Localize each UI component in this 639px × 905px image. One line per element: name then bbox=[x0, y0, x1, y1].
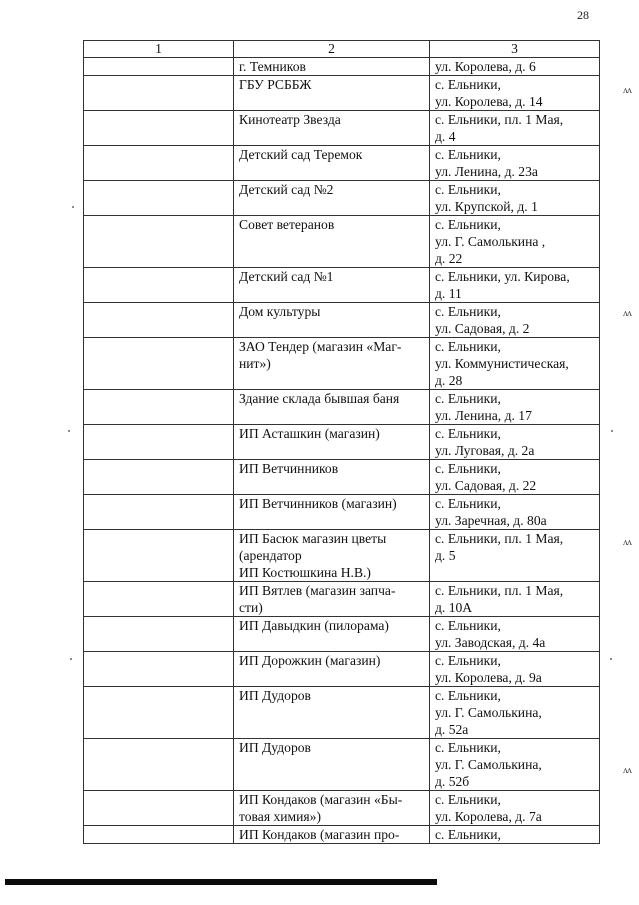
section-cell bbox=[84, 687, 234, 739]
organization-name: ИП Дорожкин (магазин) bbox=[234, 652, 430, 687]
table-row bbox=[84, 146, 600, 181]
section-cell bbox=[84, 530, 234, 582]
organization-address: с. Ельники, ул. Крупской, д. 1 bbox=[430, 181, 600, 216]
organization-address: с. Ельники, ул. Коммунистическая, д. 28 bbox=[430, 338, 600, 390]
organization-address: с. Ельники, ул. Луговая, д. 2а bbox=[430, 425, 600, 460]
organization-name: Детский сад №2 bbox=[234, 181, 430, 216]
organization-address: с. Ельники, ул. Кирова, д. 11 bbox=[430, 268, 600, 303]
organization-name: ИП Кондаков (магазин про- bbox=[234, 826, 430, 844]
table-row bbox=[84, 390, 600, 425]
organization-name: Совет ветеранов bbox=[234, 216, 430, 268]
table-row bbox=[84, 617, 600, 652]
organization-name: ИП Давыдкин (пилорама) bbox=[234, 617, 430, 652]
section-cell bbox=[84, 76, 234, 111]
organization-address: с. Ельники, ул. Г. Самолькина, д. 52а bbox=[430, 687, 600, 739]
organization-name: Детский сад Теремок bbox=[234, 146, 430, 181]
organization-name: Дом культуры bbox=[234, 303, 430, 338]
page-number: 28 bbox=[577, 8, 589, 22]
section-cell bbox=[84, 268, 234, 303]
table-row bbox=[84, 76, 600, 111]
margin-mark: ʌᴧ bbox=[623, 308, 631, 319]
section-cell bbox=[84, 338, 234, 390]
organization-name: ИП Ветчинников (магазин) bbox=[234, 495, 430, 530]
table-row bbox=[84, 582, 600, 617]
organization-name: ИП Дудоров bbox=[234, 687, 430, 739]
organization-address: с. Ельники, ул. Садовая, д. 2 bbox=[430, 303, 600, 338]
section-cell bbox=[84, 460, 234, 495]
organizations-table bbox=[83, 40, 600, 844]
table-row bbox=[84, 652, 600, 687]
organization-name: ГБУ РСББЖ bbox=[234, 76, 430, 111]
column-header: 2 bbox=[234, 41, 430, 58]
table-row bbox=[84, 739, 600, 791]
section-cell bbox=[84, 181, 234, 216]
table-row bbox=[84, 338, 600, 390]
organization-address: с. Ельники, ул. Ленина, д. 17 bbox=[430, 390, 600, 425]
section-cell bbox=[84, 425, 234, 460]
table-row bbox=[84, 181, 600, 216]
scan-speck bbox=[68, 430, 70, 432]
organization-name: ИП Кондаков (магазин «Бы- товая химия») bbox=[234, 791, 430, 826]
table-row bbox=[84, 791, 600, 826]
table-row bbox=[84, 687, 600, 739]
organization-name: г. Темников bbox=[234, 58, 430, 76]
table-row bbox=[84, 58, 600, 76]
table-row bbox=[84, 303, 600, 338]
margin-mark: ʌᴧ bbox=[623, 765, 631, 776]
organization-name: Здание склада бывшая баня bbox=[234, 390, 430, 425]
table-row bbox=[84, 425, 600, 460]
organization-address: с. Ельники, ул. Садовая, д. 22 bbox=[430, 460, 600, 495]
scan-speck bbox=[611, 430, 613, 432]
organization-name: ЗАО Тендер (магазин «Маг- нит») bbox=[234, 338, 430, 390]
organization-address: с. Ельники, пл. 1 Мая, д. 5 bbox=[430, 530, 600, 582]
table-row bbox=[84, 495, 600, 530]
organization-address: ул. Королева, д. 6 bbox=[430, 58, 600, 76]
section-cell bbox=[84, 58, 234, 76]
organization-name: Кинотеатр Звезда bbox=[234, 111, 430, 146]
organization-address: с. Ельники, пл. 1 Мая, д. 4 bbox=[430, 111, 600, 146]
table-row bbox=[84, 216, 600, 268]
section-cell bbox=[84, 652, 234, 687]
section-cell bbox=[84, 216, 234, 268]
organization-name: ИП Асташкин (магазин) bbox=[234, 425, 430, 460]
scan-speck bbox=[70, 658, 72, 660]
column-header: 1 bbox=[84, 41, 234, 58]
table-header-row bbox=[84, 41, 600, 58]
section-cell bbox=[84, 582, 234, 617]
section-cell bbox=[84, 791, 234, 826]
section-cell bbox=[84, 617, 234, 652]
scan-edge-bar bbox=[5, 879, 437, 885]
table-row bbox=[84, 268, 600, 303]
organization-address: с. Ельники, ул. Ленина, д. 23а bbox=[430, 146, 600, 181]
organization-name: ИП Ветчинников bbox=[234, 460, 430, 495]
table-row bbox=[84, 111, 600, 146]
scan-speck bbox=[72, 206, 74, 208]
margin-mark: ʌᴧ bbox=[623, 85, 631, 96]
table-row bbox=[84, 460, 600, 495]
section-cell bbox=[84, 826, 234, 844]
organization-address: с. Ельники, bbox=[430, 826, 600, 844]
organization-name: ИП Вятлев (магазин запча- сти) bbox=[234, 582, 430, 617]
organization-address: с. Ельники, ул. Заречная, д. 80а bbox=[430, 495, 600, 530]
organization-address: с. Ельники, ул. Королева, д. 14 bbox=[430, 76, 600, 111]
section-cell bbox=[84, 303, 234, 338]
scan-speck bbox=[610, 658, 612, 660]
organization-address: с. Ельники, ул. Королева, д. 7а bbox=[430, 791, 600, 826]
section-cell bbox=[84, 111, 234, 146]
organization-name: ИП Дудоров bbox=[234, 739, 430, 791]
organization-name: Детский сад №1 bbox=[234, 268, 430, 303]
section-cell bbox=[84, 146, 234, 181]
organization-name: ИП Басюк магазин цветы (арендатор ИП Костюшкина Н.В.) bbox=[234, 530, 430, 582]
organization-address: с. Ельники, ул. Заводская, д. 4а bbox=[430, 617, 600, 652]
table-row bbox=[84, 530, 600, 582]
organization-address: с. Ельники, ул. Г. Самолькина, д. 52б bbox=[430, 739, 600, 791]
column-header: 3 bbox=[430, 41, 600, 58]
section-cell bbox=[84, 739, 234, 791]
organization-address: с. Ельники, ул. Королева, д. 9а bbox=[430, 652, 600, 687]
section-cell bbox=[84, 495, 234, 530]
margin-mark: ʌᴧ bbox=[623, 537, 631, 548]
organization-address: с. Ельники, ул. Г. Самолькина , д. 22 bbox=[430, 216, 600, 268]
section-cell bbox=[84, 390, 234, 425]
table-row bbox=[84, 826, 600, 844]
organization-address: с. Ельники, пл. 1 Мая, д. 10А bbox=[430, 582, 600, 617]
